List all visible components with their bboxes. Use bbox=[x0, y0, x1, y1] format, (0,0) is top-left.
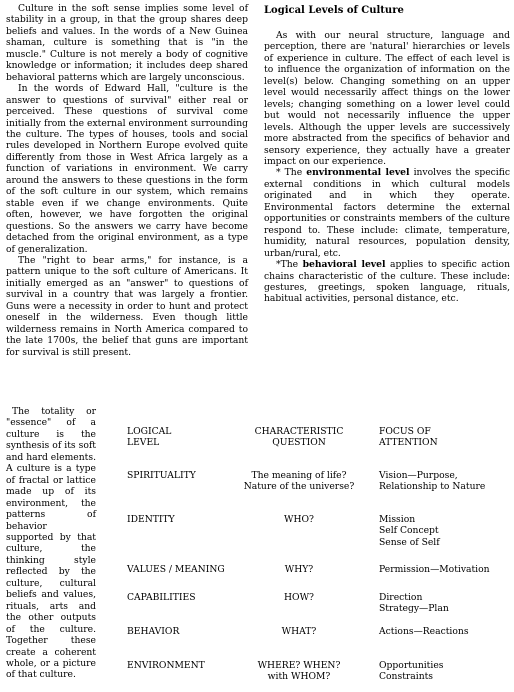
focus-cell: Direction Strategy—Plan bbox=[379, 592, 449, 615]
bullet-term: behavioral level bbox=[302, 259, 386, 271]
right-column bbox=[264, 5, 510, 305]
question-cell: The meaning of life? Nature of the universe? bbox=[243, 470, 355, 493]
section-heading: Logical Levels of Culture bbox=[264, 5, 404, 16]
table-row bbox=[127, 626, 512, 660]
paragraph-soft-culture: Culture in the soft sense implies some level of stability in a group, in that the group shares deep beliefs and values. In the words of a New Guinea shaman, culture is something that is "in the muscle." Culture is not merely a body of cognitive knowledge or information; it includes deep shared behavioral patterns which are largely unconscious. bbox=[6, 3, 248, 83]
bullet-marker: * The bbox=[276, 167, 307, 179]
paragraph-edward-hall: In the words of Edward Hall, "culture is the answer to questions of survival" either real or perceived. These questions of survival come initially from the external environment surrounding the culture. The types of houses, tools and social rules developed in Northern Europe evolved quite differently from those in West Africa largely as a function of variations in environment. We carry around the answers to these questions in the form of the soft culture in our system, which remains stable even if we change environments. Quite often, however, we have forgotten the original questions. So the answers we carry have become detached from the original environment, as a type of generalization. bbox=[6, 83, 248, 255]
left-column bbox=[6, 3, 248, 358]
level-cell: IDENTITY bbox=[127, 514, 175, 525]
level-cell: VALUES / MEANING bbox=[127, 564, 225, 575]
level-cell: SPIRITUALITY bbox=[127, 470, 196, 481]
column-header-level: LOGICAL LEVEL bbox=[127, 426, 172, 449]
column-header-focus: FOCUS OF ATTENTION bbox=[379, 426, 438, 449]
bullet-behavioral-level bbox=[264, 259, 510, 305]
table-row bbox=[127, 564, 512, 592]
focus-cell: Actions—Reactions bbox=[379, 626, 469, 637]
totality-sidebar bbox=[6, 406, 96, 681]
paragraph-totality: The totality or "essence" of a culture is the synthesis of its soft and hard elements. A culture is a type of fractal or lattice made up of its environment, the patterns of behavior supported by that culture, the thinking style reflected by the culture, cultural beliefs and values, rituals, arts and the other outputs of the culture. Together these create a coherent whole, or a picture of that culture. bbox=[6, 406, 96, 681]
focus-cell: Vision—Purpose, Relationship to Nature bbox=[379, 470, 486, 493]
question-cell: HOW? bbox=[284, 592, 314, 603]
table-row bbox=[127, 514, 512, 564]
bullet-text: applies to specific action chains characteristic of the culture. These include: gestures, greetings, spoken language, rituals, habitual activities, personal distance, etc. bbox=[264, 259, 510, 305]
table-row bbox=[127, 660, 512, 684]
table-row bbox=[127, 592, 512, 626]
table-header-row bbox=[127, 426, 512, 470]
paragraph-right-to-bear-arms: The "right to bear arms," for instance, is a pattern unique to the soft culture of Americans. It initially emerged as an "answer" to questions of survival in a country that was largely a frontier. Guns were a necessity in order to hunt and protect oneself in the wilderness. Even though little wilderness remains in North America compared to the late 1700s, the belief that guns are important for survival is still present. bbox=[6, 254, 248, 358]
question-cell: WHO? bbox=[284, 514, 314, 525]
bullet-marker: *The bbox=[276, 259, 303, 271]
column-header-question: CHARACTERISTIC QUESTION bbox=[254, 426, 344, 449]
logical-levels-table bbox=[127, 426, 512, 684]
level-cell: CAPABILITIES bbox=[127, 592, 196, 603]
paragraph-intro: As with our neural structure, language and perception, there are 'natural' hierarchies or levels of experience in culture. The effect of each level is to influence the organization of information on the level(s) below. Changing something on an upper level would necessarily affect things on the lower levels; changing something on a lower level could but would not necessarily influence the upper levels. Although the upper levels are successively more abstracted from the specifics of behavior and sensory experience, they actually have a greater impact on our experience. bbox=[264, 30, 510, 167]
focus-cell: Mission Self Concept Sense of Self bbox=[379, 514, 440, 548]
bullet-term: environmental level bbox=[306, 167, 410, 179]
question-cell: WHAT? bbox=[281, 626, 317, 637]
question-cell: WHY? bbox=[284, 564, 314, 575]
level-cell: BEHAVIOR bbox=[127, 626, 180, 637]
level-cell: ENVIRONMENT bbox=[127, 660, 205, 671]
focus-cell: Opportunities Constraints bbox=[379, 660, 444, 683]
question-cell: WHERE? WHEN? with WHOM? bbox=[257, 660, 341, 683]
bullet-text: involves the specific external conditions in which cultural models originated and in which they operate. Environmental factors determine the external opportunities or constraints members of the culture respond to. These include: climate, temperature, humidity, natural resources, population density, urban/rural, etc. bbox=[264, 167, 511, 259]
bullet-environmental-level bbox=[264, 167, 510, 259]
focus-cell: Permission—Motivation bbox=[379, 564, 490, 575]
table-row bbox=[127, 470, 512, 514]
